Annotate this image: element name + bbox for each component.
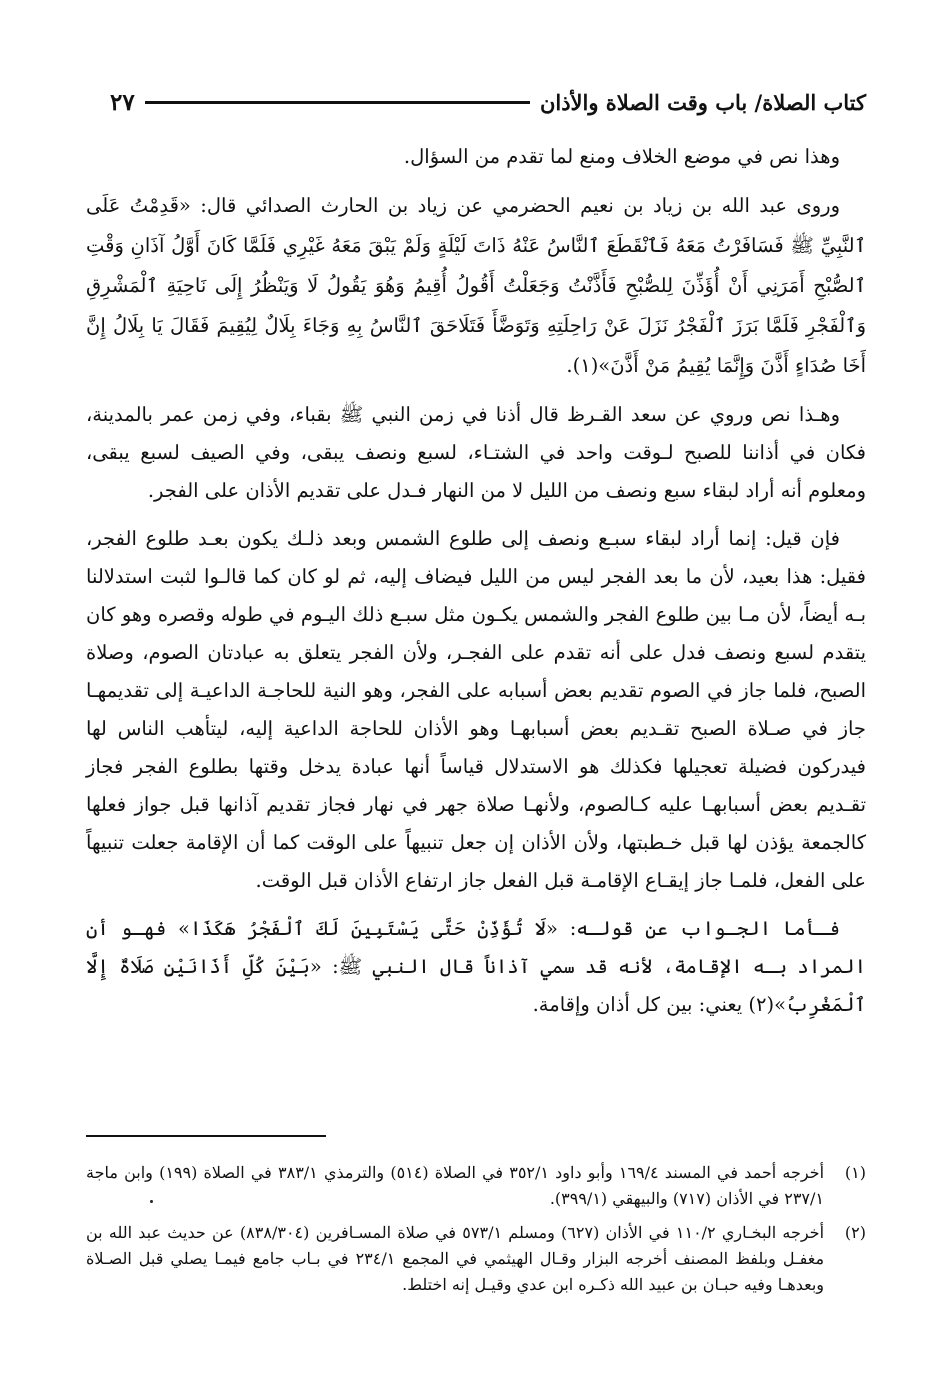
scan-speck [150,1200,153,1203]
footnote-text: أخرجه البخـاري ١١٠/٢ في الأذان (٦٢٧) ومسلم ٥٧٣/١ في صلاة المسـافرين (٨٣٨/٣٠٤) عن حديث عبد الله بن مغفـل وبلفظ المصنف أخرجه البزار وقـال الهيثمي في المجمع ٢٣٤/١ في بـاب جامع فيمـا يصلي قبل الصـلاة وبعدهـا وفيه حبـان بن عبيد الله ذكـره ابن عدي وقيـل إنه اختلط. [86,1223,825,1294]
chapter-title: كتاب الصلاة/ باب وقت الصلاة والأذان [539,89,866,115]
footnote-number: (٢) [844,1223,866,1242]
footnote-text: أخرجه أحمد في المسند ١٦٩/٤ وأبو داود ٣٥٢/١ في الصلاة (٥١٤) والترمذي ٣٨٣/١ في الصلاة (١٩٩) وابن ماجة ٢٣٧/١ في الأذان (٧١٧) والبيهقي (٣٩٩/١). [86,1163,825,1208]
paragraph: وهـذا نص وروي عن سعد القـرظ قال أذنا في زمن النبي ﷺ بقباء، وفي زمن عمر بالمدينة، فكان في أذاننا للصبح لـوقت واحد في الشتـاء، لسبع ونصف يبقى، وفي الصيف لسبع يبقى، ومعلوم أنه أراد لبقاء سبع ونصف من الليل لا من النهار فـدل على تقديم الأذان على الفجر. [86,403,866,502]
main-text [86,138,866,1034]
footnote-item [86,1220,866,1298]
footnote-number: (١) [844,1163,866,1182]
header-rule [145,101,530,104]
page-number: ٢٧ [110,88,135,116]
footnotes [86,1160,866,1306]
paragraph: فـأما الجـواب عن قولـه: «لَا تُؤَذِّنْ حَتَّى يَسْتَبِينَ لَكَ ٱلْفَجْرُ هَكَذَا» فهـو أن المراد بـه الإقامة، لأنه قد سمي آذاناً قال النبي ﷺ: «بَيْنَ كُلِّ أَذَانَيْنِ صَلَاةٌ إِلَّا ٱلْمَغْرِبُ»(٢) يعني: بين كل أذان وإقامة. [86,917,866,1016]
running-header [110,82,866,122]
paragraph: فإن قيل: إنما أراد لبقاء سبـع ونصف إلى طلوع الشمس وبعد ذلـك يكون بعـد طلوع الفجر، فقيل: هذا بعيد، لأن ما بعد الفجر ليس من الليل فيضاف إليه، ثم لو كان كما قالـوا لثبت استدلالنا بـه أيضاً، لأن مـا بين طلوع الفجر والشمس يكـون مثل سبـع ذلك اليـوم في طوله وقصره وهو كان يتقدم لسبع ونصف فدل على أنه تقدم على الفجـر، ولأن الفجر يتعلق به عبادتان الصوم، وصلاة الصبح، فلما جاز في الصوم تقديم بعض أسبابه على الفجر، وهو النية للحاجـة الداعيـة إلى تقديمهـا جاز في صـلاة الصبح تقـديم بعض أسبابهـا وهو الأذان للحاجة الداعية إليه، ليتأهب الناس لها فيدركون فضيلة تعجيلها فكذلك هو الاستدلال قياساً أنها عبادة يدخل وقتها بطلوع الفجر فجاز تقـديم بعض أسبابهـا عليه كـالصوم، ولأنهـا صلاة جهر في نهار فجاز تقديم آذانها قبل جواز فعلها كالجمعة يؤذن لها قبل خـطبتها، ولأن الأذان إن جعل تنبيهاً على الوقت كما أن الإقامة جعلت تنبيهاً على الفعل، فلمـا جاز إيقـاع الإقامـة قبل الفعل جاز ارتفاع الأذان قبل الوقت. [86,527,866,892]
paragraph: وهذا نص في موضع الخلاف ومنع لما تقدم من السؤال. [403,145,840,168]
footnote-separator [86,1135,326,1137]
footnote-item [86,1160,866,1212]
paragraph-hadith: وروى عبد الله بن زياد بن نعيم الحضرمي عن زياد بن الحارث الصدائي قال: «قَدِمْتُ عَلَى ٱلنَّبِيِّ ﷺ فَسَافَرْتُ مَعَهُ فَٱنْقَطَعَ ٱلنَّاسُ عَنْهُ ذَاتَ لَيْلَةٍ وَلَمْ يَبْقَ مَعَهُ غَيْرِي فَلَمَّا كَانَ أَوَّلُ آذَانِ وَقْتِ ٱلصُّبْحِ أَمَرَنِي أَنْ أُؤَذِّنَ لِلصُّبْحِ فَأَذَّنْتُ وَجَعَلْتُ أَقُولُ أُقِيمُ وَهُوَ يَقُولُ لَا وَيَنْظُرُ إِلَى نَاحِيَةِ ٱلْمَشْرِقِ وَٱلْفَجْرِ فَلَمَّا بَرَزَ ٱلْفَجْرُ نَزَلَ عَنْ رَاحِلَتِهِ وَتَوَضَّأَ فَتَلَاحَقَ ٱلنَّاسُ بِهِ وَجَاءَ بِلَالٌ لِيُقِيمَ فَقَالَ يَا بِلَالُ إِنَّ أَخَا صُدَاءٍ أَذَّنَ وَإِنَّمَا يُقِيمُ مَنْ أَذَّنَ»(١). [86,194,866,377]
